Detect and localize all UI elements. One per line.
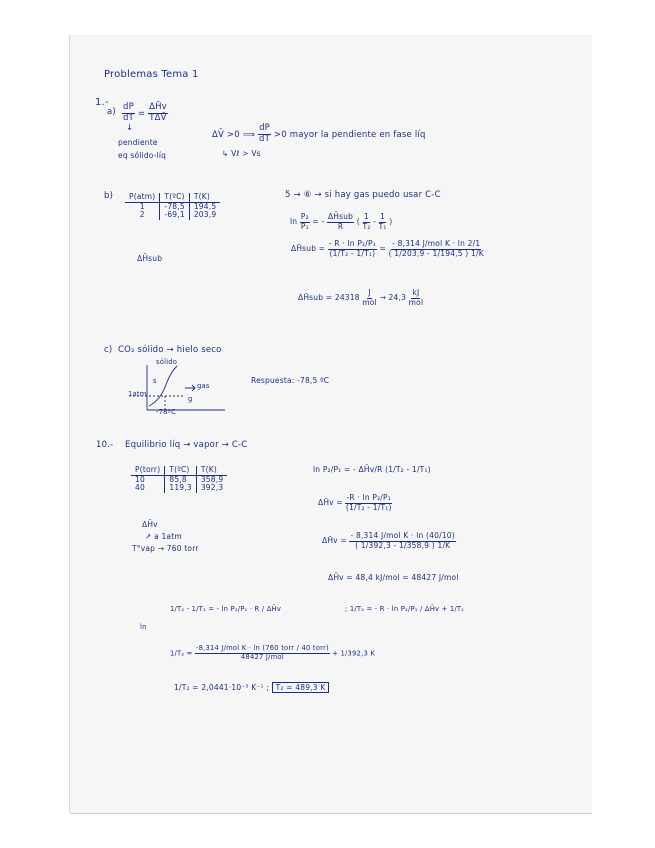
sg-g-label: g [188, 395, 193, 403]
sg-temp-label: -78ºC [156, 408, 177, 416]
sublimation-curve [149, 366, 177, 406]
sg-1atm-label: 1atm [128, 390, 147, 398]
p1b-eq-cc: ln $\frac{\text{P₂}}{\text{P₁}}$ = - $\frac{\text{ΔH̄sub}}{R}$ ( $\frac{1}{\text{T₂}}$ - $\frac{1}{\text{T₁}}$ ) [290, 212, 393, 231]
p1a-condition: ΔV̄ >0 ⟹ $\frac{dP}{dT}$ >0 mayor la pendiente en fase líq [212, 123, 426, 144]
p1a-label: a) [107, 107, 116, 117]
p1a-note-eq: eq sólido-líq [118, 151, 167, 160]
co2-phase-diagram [125, 360, 235, 415]
page-title: Problemas Tema 1 [104, 69, 199, 80]
p10-eq-f3: 1/T₂ = 2,0441·10⁻³ K⁻¹ ; T₂ = 489,3 K [174, 684, 329, 693]
p10-eq-f1: 1/T₂ - 1/T₁ = - ln P₂/P₁ · R / ΔH̄v [170, 605, 282, 613]
sg-gas-label: gas [197, 382, 210, 390]
sg-s-label: s [153, 377, 157, 385]
p10-eq-f1b: ; 1/T₂ = - R · ln P₂/P₁ / ΔH̄v + 1/T₁ [345, 605, 465, 613]
p10-ask-1atm: ↗ a 1atm [145, 532, 182, 541]
p1a-volume-relation: ↳ Vℓ > Vs [222, 149, 261, 158]
p10-title: Equilibrio líq → vapor → C-C [125, 440, 248, 450]
p1b-label: b) [104, 191, 114, 201]
p10-eq-f2: 1/T₂ = $\frac{\text{-8,314 J/mol K · ln (760 torr / 40 torr)}}{\text{48427 J/mol}}$ + 1/392,3 K [170, 644, 375, 661]
p1c-answer: Respuesta: -78,5 ºC [251, 376, 330, 385]
p1a-clapeyron: $\frac{dP}{dT}$ = $\frac{\Delta H̄v}{\text{TΔV̄}}$ [122, 102, 167, 123]
p1b-dh-label: ΔH̄sub [137, 254, 163, 263]
p10-eq-dh: ΔH̄v = $\frac{\text{-R · ln P₂/P₁}}{\text{(1/T₂ - 1/T₁)}}$ [318, 493, 392, 512]
p1c-text: CO₂ sólido → hielo seco [118, 345, 222, 355]
problem-1-number: 1.- [95, 97, 109, 108]
p10-final-answer: T₂ = 489,3 K [272, 682, 330, 693]
p1b-result: ΔH̄sub = 24318 $\frac{J}{\text{mol}}$ → 24,3 $\frac{kJ}{\text{mol}}$ [298, 288, 424, 307]
p10-ask-tvap: T°vap → 760 torr [132, 544, 199, 553]
p1b-table: P(atm) T(ºC) T(K) 1 -78,5 194,5 2 -69,1 203,9 [125, 193, 220, 220]
p10-eq-cc: ln P₂/P₁ = - ΔH̄v/R (1/T₂ - 1/T₁) [313, 465, 431, 474]
gas-arrow [185, 385, 195, 391]
p10-table: P(torr) T(ºC) T(K) 10 85,8 358,9 40 119,3 392,3 [131, 466, 227, 493]
problem-10-number: 10.- [96, 440, 114, 450]
p10-eq-dh-values: ΔH̄v = $\frac{\text{- 8,314 J/mol K · ln (40/10)}}{( 1/392,3 - 1/358,9 ) 1/K}$ [322, 531, 455, 550]
p10-dh-label: ΔH̄v [142, 520, 158, 529]
p1b-eq-dh: ΔH̄sub = $\frac{\text{- R · ln P₂/P₁}}{\text{(1/T₂ - 1/T₁)}}$ = $\frac{\text{- 8,314 J/mol K · ln 2/1}}{( 1/203,9 - 1/194,5 ) 1/K}$ [291, 239, 484, 258]
p1a-arrow: ↓ [126, 123, 134, 133]
p1a-note-pendiente: pendiente [118, 138, 158, 147]
p1b-remark: 5 → ⑥ → si hay gas puedo usar C-C [285, 190, 441, 200]
p1c-label: c) [104, 345, 113, 355]
p10-dh-result: ΔH̄v = 48,4 kJ/mol = 48427 J/mol [328, 573, 459, 582]
sg-solido-label: sólido [156, 358, 178, 366]
p10-ln-label: ln [140, 623, 147, 631]
